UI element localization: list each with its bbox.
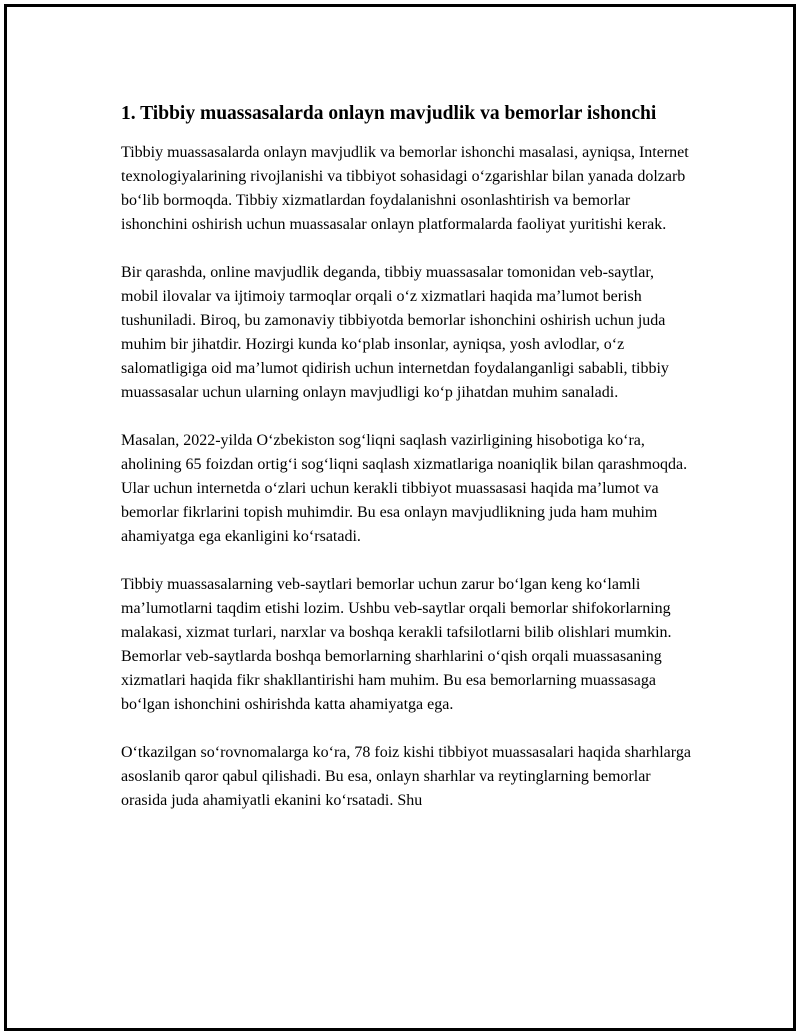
paragraph-3: Masalan, 2022-yilda O‘zbekiston sog‘liqni saqlash vazirligining hisobotiga ko‘ra, aholining 65 foizdan ortig‘i sog‘liqni saqlash xizmatlariga noaniqlik bilan qarashmoqda. Ular uchun internetda o‘zlari uchun kerakli tibbiyot muassasasi haqida ma’lumot va bemorlar fikrlarini topish muhimdir. Bu esa onlayn mavjudlikning juda ham muhim ahamiyatga ega ekanligini ko‘rsatadi. xyxy=(121,432,688,545)
paragraph-2: Bir qarashda, online mavjudlik deganda, tibbiy muassasalar tomonidan veb-saytlar, mobil ilovalar va ijtimoiy tarmoqlar orqali o‘z xizmatlari haqida ma’lumot berish tushuniladi. Biroq, bu zamonaviy tibbiyotda bemorlar ishonchini oshirish uchun juda muhim bir jihatdir. Hozirgi kunda ko‘plab insonlar, ayniqsa, yosh avlodlar, o‘z salomatligiga oid ma’lumot qidirish uchun internetdan foydalanganligi sababli, tibbiy muassasalar uchun ularning onlayn mavjudligi ko‘p jihatdan muhim sanaladi. xyxy=(121,264,669,401)
paragraph-4: Tibbiy muassasalarning veb-saytlari bemorlar uchun zarur bo‘lgan keng ko‘lamli ma’lumotlarni taqdim etishi lozim. Ushbu veb-saytlar orqali bemorlar shifokorlarning malakasi, xizmat turlari, narxlar va boshqa kerakli tafsilotlarni bilib olishlari mumkin. Bemorlar veb-saytlarda boshqa bemorlarning sharhlarini o‘qish orqali muassasaning xizmatlari haqida fikr shakllantirishi ham muhim. Bu esa bemorlarning muassasaga bo‘lgan ishonchini oshirishda katta ahamiyatga ega. xyxy=(121,576,672,713)
page-frame xyxy=(4,4,796,1031)
paragraph-5: O‘tkazilgan so‘rovnomalarga ko‘ra, 78 foiz kishi tibbiyot muassasalari haqida sharhlarga asoslanib qaror qabul qilishadi. Bu esa, onlayn sharhlar va reytinglarning bemorlar orasida juda ahamiyatli ekanini ko‘rsatadi. Shu xyxy=(121,744,691,809)
section-heading: 1. Tibbiy muassasalarda onlayn mavjudlik va bemorlar ishonchi xyxy=(121,103,657,124)
document-body xyxy=(121,100,693,837)
paragraph-1: Tibbiy muassasalarda onlayn mavjudlik va bemorlar ishonchi masalasi, ayniqsa, Internet texnologiyalarining rivojlanishi va tibbiyot sohasidagi o‘zgarishlar bilan yanada dolzarb bo‘lib bormoqda. Tibbiy xizmatlardan foydalanishni osonlashtirish va bemorlar ishonchini oshirish uchun muassasalar onlayn platformalarda faoliyat yuritishi kerak. xyxy=(121,144,689,233)
